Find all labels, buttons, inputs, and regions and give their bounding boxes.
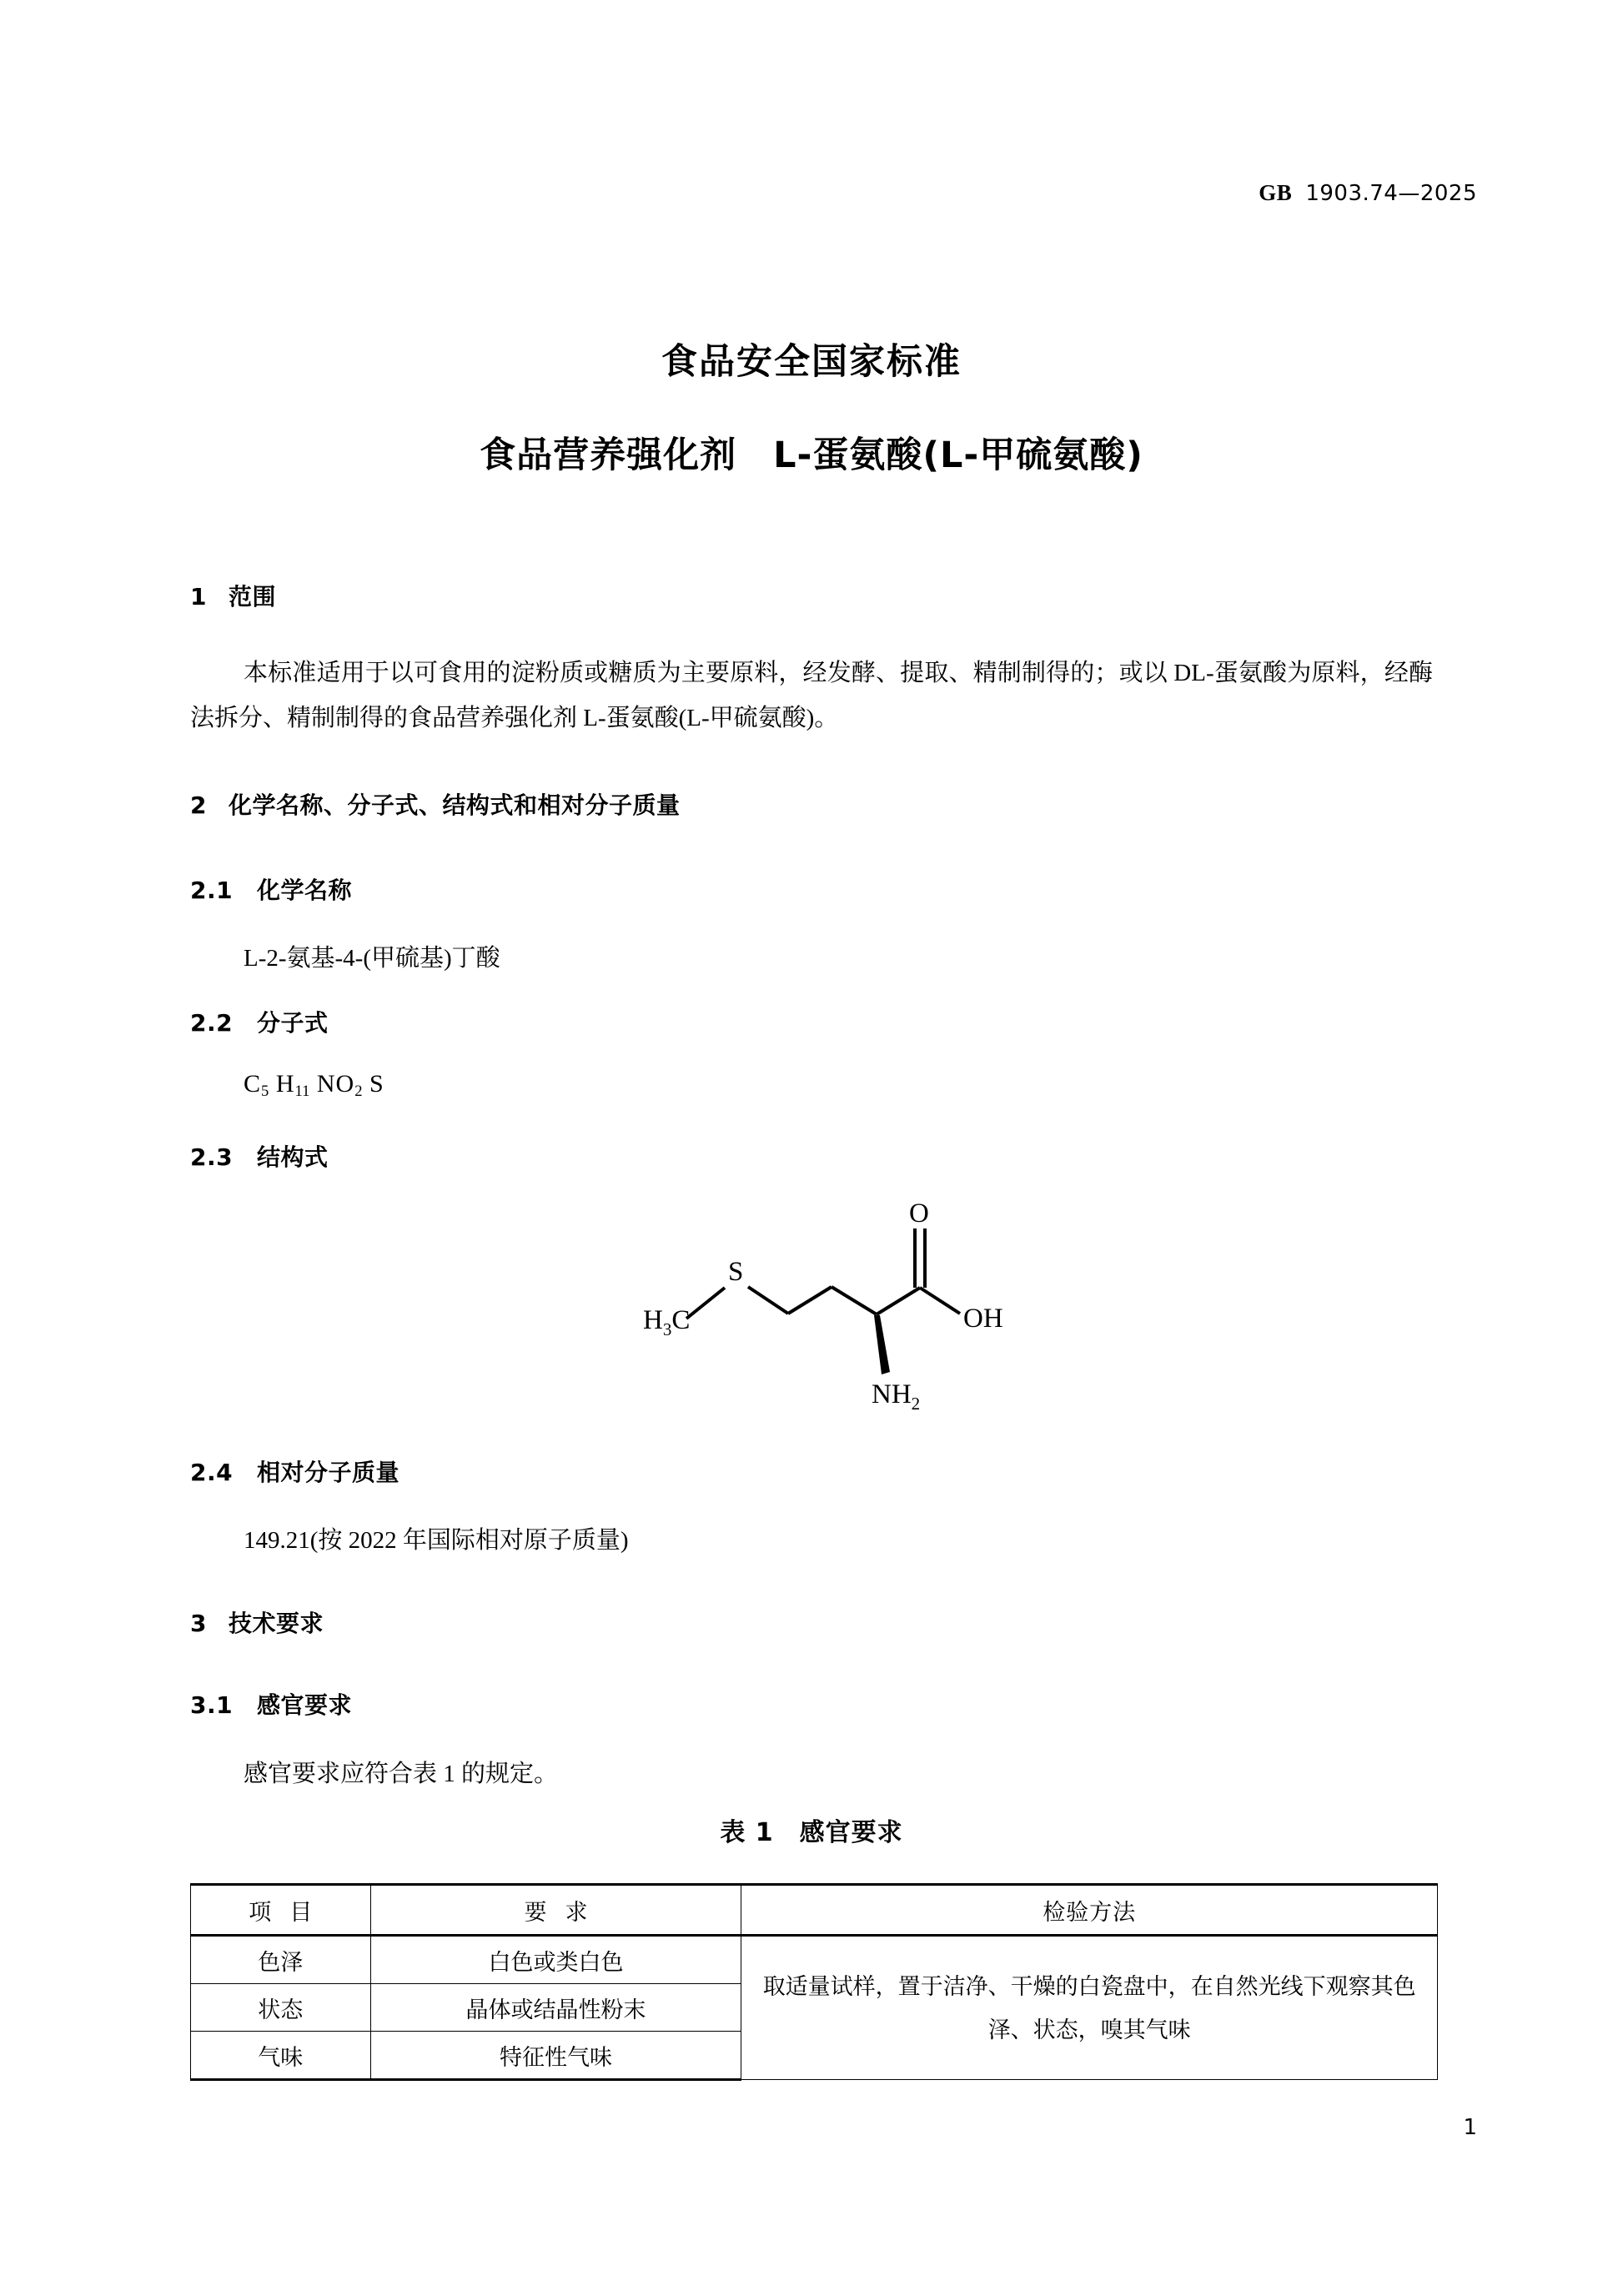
l-methionine-structure-icon (621, 1163, 1055, 1455)
heading-section-2-2 (190, 1005, 329, 1038)
section-3-title: 技术要求 (229, 1610, 324, 1637)
column-header-method: 检验方法 (741, 1885, 1438, 1936)
section-2-title: 化学名称、分子式、结构式和相对分子质量 (229, 791, 681, 819)
section-2-3-title: 结构式 (257, 1143, 329, 1171)
standard-number: 1903.74—2025 (1305, 181, 1477, 206)
document-header (1259, 180, 1477, 206)
chemical-name-value: L-2-氨基-4-(甲硫基)丁酸 (244, 945, 500, 972)
relative-molecular-mass-value: 149.21(按 2022 年国际相对原子质量) (244, 1527, 629, 1554)
cell-requirement-color: 白色或类白色 (370, 1936, 741, 1984)
section-2-2-number: 2.2 (190, 1009, 234, 1037)
section-2-3-number: 2.3 (190, 1143, 234, 1171)
section-2-1-title: 化学名称 (257, 877, 353, 904)
formula-part-h: $H_{11}$ (275, 1070, 310, 1101)
section-3-1-body: 感官要求应符合表 1 的规定。 (244, 1761, 559, 1787)
heading-section-3-1 (190, 1687, 352, 1721)
section-1-number: 1 (190, 583, 207, 610)
table-row (191, 1936, 1438, 1984)
section-3-1-title: 感官要求 (257, 1691, 353, 1719)
formula-part-s: S (369, 1070, 384, 1098)
heading-section-2-3 (190, 1139, 329, 1173)
section-2-1-number: 2.1 (190, 877, 234, 904)
page-subtitle: 食品营养强化剂 L-蛋氨酸(L-甲硫氨酸) (480, 435, 1143, 476)
cell-requirement-state: 晶体或结晶性粉末 (370, 1984, 741, 2032)
cell-requirement-odor: 特征性气味 (370, 2032, 741, 2080)
structural-formula-diagram (621, 1163, 1055, 1455)
standard-prefix: GB (1259, 180, 1293, 205)
page-number: 1 (1463, 2115, 1477, 2140)
cell-item-odor: 气味 (191, 2032, 371, 2080)
table-1-sensory-requirements (190, 1883, 1438, 2081)
carbonyl-oxygen-label: O (909, 1198, 929, 1228)
heading-section-2-4 (190, 1454, 399, 1488)
cell-item-state: 状态 (191, 1984, 371, 2032)
section-1-body: 本标准适用于以可食用的淀粉质或糖质为主要原料，经发酵、提取、精制制得的；或以 DL-蛋氨酸为原料，经酶法拆分、精制制得的食品营养强化剂 L-蛋氨酸(L-甲硫氨酸)。 (190, 660, 1433, 731)
table-header-row (191, 1885, 1438, 1936)
formula-part-no: $NO_2$ (316, 1070, 363, 1101)
molecular-formula (244, 1070, 384, 1101)
section-2-4-title: 相对分子质量 (257, 1459, 400, 1486)
heading-section-1 (190, 579, 276, 612)
sulfur-label: S (728, 1257, 744, 1287)
column-header-requirement: 要求 (370, 1885, 741, 1936)
page-title: 食品安全国家标准 (661, 341, 962, 383)
heading-section-3 (190, 1605, 324, 1639)
section-3-number: 3 (190, 1610, 207, 1637)
cell-item-color: 色泽 (191, 1936, 371, 1984)
section-2-4-number: 2.4 (190, 1459, 234, 1486)
heading-section-2-1 (190, 872, 352, 906)
hydroxyl-label: OH (963, 1304, 1003, 1334)
methyl-label: $H_3C$ (643, 1305, 691, 1339)
section-2-2-title: 分子式 (257, 1009, 329, 1037)
formula-part-c: $C_5$ (244, 1070, 269, 1101)
section-2-number: 2 (190, 791, 207, 819)
heading-section-2 (190, 787, 681, 821)
cell-method: 取适量试样，置于洁净、干燥的白瓷盘中，在自然光线下观察其色泽、状态，嗅其气味 (741, 1936, 1438, 2080)
table-1-caption: 表 1 感官要求 (720, 1818, 903, 1847)
amine-label: $NH_2$ (872, 1379, 921, 1414)
section-3-1-number: 3.1 (190, 1691, 234, 1719)
column-header-item: 项目 (191, 1885, 371, 1936)
section-1-title: 范围 (229, 583, 277, 610)
